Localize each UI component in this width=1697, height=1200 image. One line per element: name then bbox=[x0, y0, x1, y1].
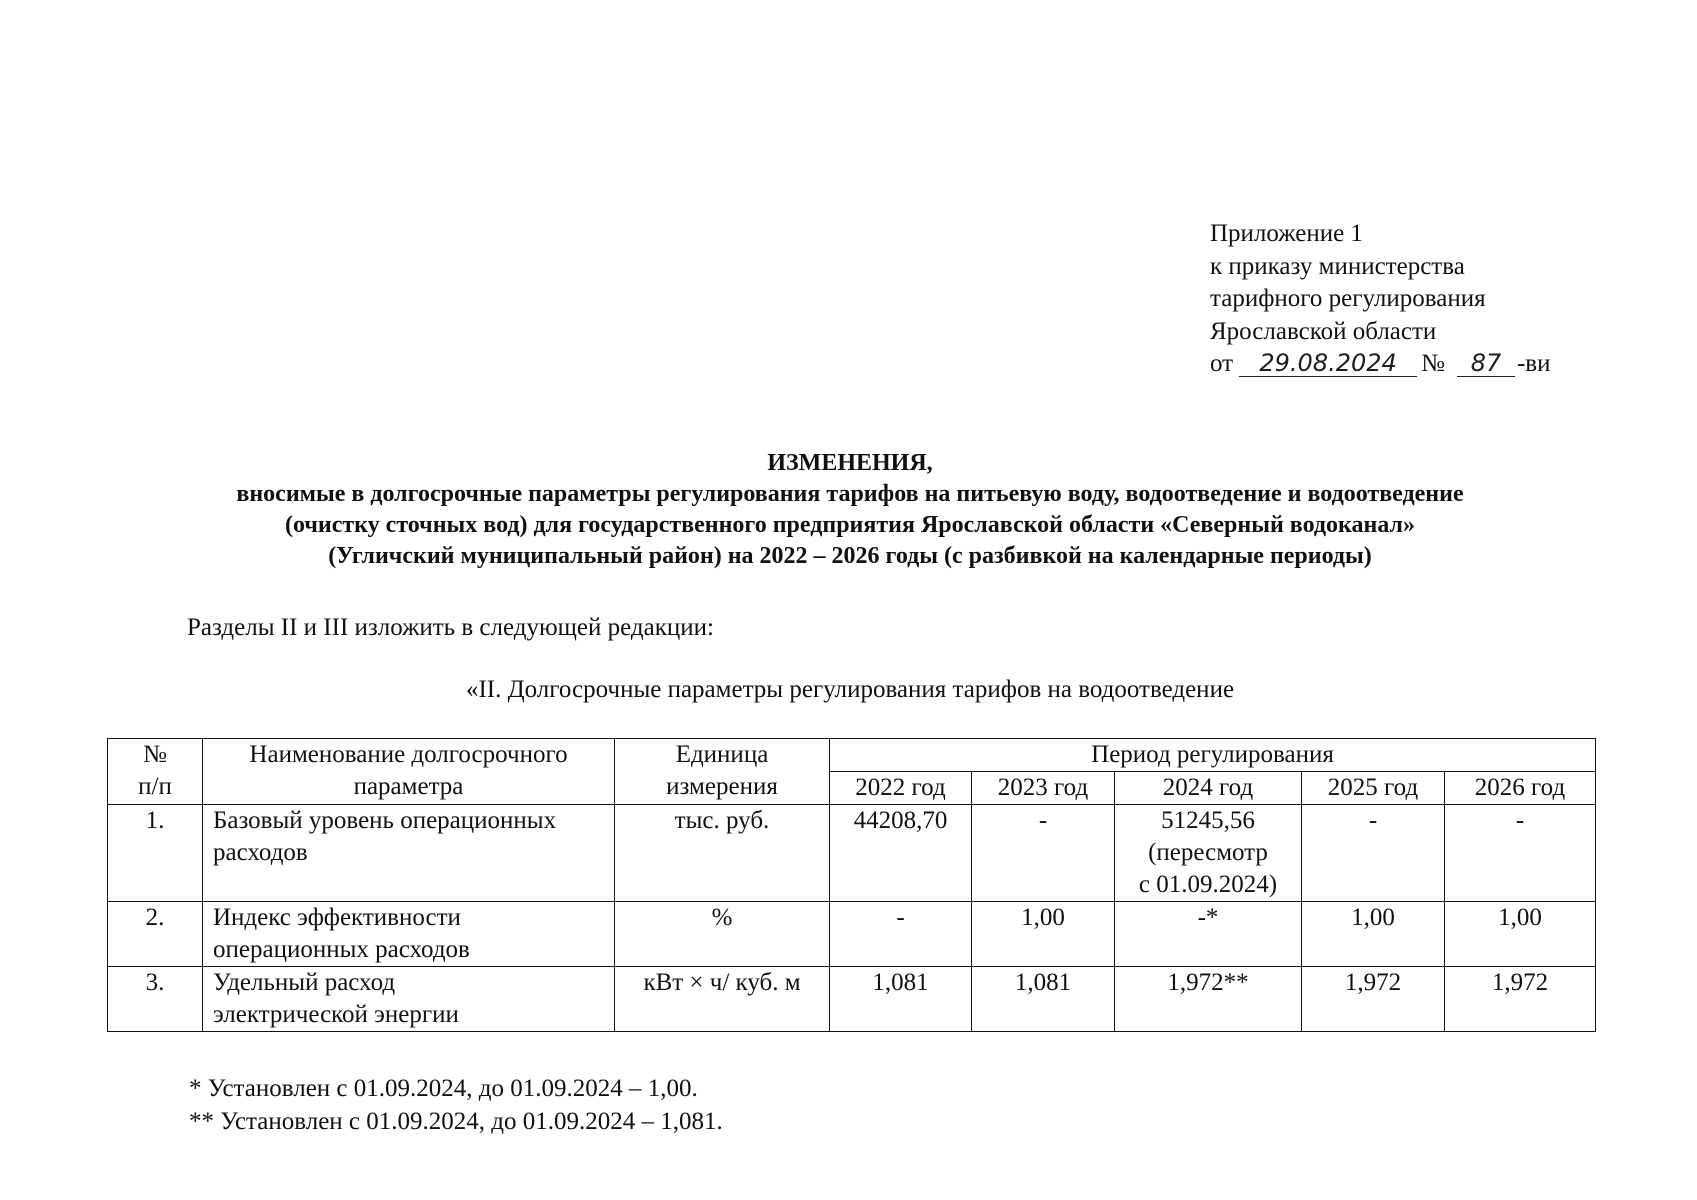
header-year: 2026 год bbox=[1445, 772, 1596, 805]
table-row bbox=[108, 902, 1596, 967]
row-value: - bbox=[1445, 805, 1596, 902]
header-year: 2023 год bbox=[972, 772, 1115, 805]
table-row bbox=[108, 967, 1596, 1032]
header-num: № п/п bbox=[108, 739, 203, 805]
row-unit: кВт × ч/ куб. м bbox=[615, 967, 830, 1032]
row-unit: тыс. руб. bbox=[615, 805, 830, 902]
appendix-block bbox=[1210, 218, 1550, 381]
appendix-line-4: Ярославской области bbox=[1210, 317, 1437, 345]
row-value: 1,00 bbox=[1445, 902, 1596, 967]
table-row bbox=[108, 805, 1596, 902]
title-line-4: (Угличский муниципальный район) на 2022 – 2026 годы (с разбивкой на календарные периоды) bbox=[328, 543, 1372, 569]
row-value: - bbox=[1302, 805, 1445, 902]
row-name: Удельный расход электрической энергии bbox=[203, 967, 615, 1032]
row-value: - bbox=[972, 805, 1115, 902]
title-line-2: вносимые в долгосрочные параметры регулирования тарифов на питьевую воду, водоотведение и водоотведение bbox=[236, 481, 1464, 507]
row-value: 1,081 bbox=[830, 967, 972, 1032]
from-label: от bbox=[1210, 350, 1234, 377]
row-num: 1. bbox=[108, 805, 203, 902]
row-num: 3. bbox=[108, 967, 203, 1032]
parameters-table bbox=[107, 738, 1596, 1032]
appendix-line-2: к приказу министерства bbox=[1210, 252, 1465, 280]
document-title bbox=[100, 448, 1600, 572]
handwritten-number: 87 bbox=[1457, 350, 1515, 377]
intro-text: Разделы II и III изложить в следующей редакции: bbox=[187, 614, 714, 641]
appendix-date-line bbox=[1210, 348, 1550, 381]
row-value: 1,972 bbox=[1302, 967, 1445, 1032]
row-value: 1,972** bbox=[1115, 967, 1302, 1032]
title-heading: ИЗМЕНЕНИЯ, bbox=[767, 450, 933, 476]
row-value: -* bbox=[1115, 902, 1302, 967]
header-name: Наименование долгосрочного параметра bbox=[203, 739, 615, 805]
row-value: 44208,70 bbox=[830, 805, 972, 902]
footnote-2: ** Установлен с 01.09.2024, до 01.09.2024 – 1,081. bbox=[189, 1108, 723, 1135]
table-header-row bbox=[108, 739, 1596, 772]
appendix-line-3: тарифного регулирования bbox=[1210, 285, 1486, 312]
header-period: Период регулирования bbox=[830, 739, 1596, 772]
header-unit: Единица измерения bbox=[615, 739, 830, 805]
row-value: 1,972 bbox=[1445, 967, 1596, 1032]
appendix-line-1: Приложение 1 bbox=[1210, 220, 1363, 247]
row-unit: % bbox=[615, 902, 830, 967]
header-year: 2024 год bbox=[1115, 772, 1302, 805]
row-value: - bbox=[830, 902, 972, 967]
row-value: 51245,56 (пересмотр с 01.09.2024) bbox=[1115, 805, 1302, 902]
row-value: 1,00 bbox=[972, 902, 1115, 967]
header-year: 2022 год bbox=[830, 772, 972, 805]
handwritten-date: 29.08.2024 bbox=[1239, 350, 1417, 377]
row-num: 2. bbox=[108, 902, 203, 967]
number-suffix: -ви bbox=[1516, 350, 1551, 377]
footnote-1: * Установлен с 01.09.2024, до 01.09.2024 – 1,00. bbox=[189, 1075, 698, 1102]
row-value: 1,081 bbox=[972, 967, 1115, 1032]
footnotes bbox=[189, 1072, 723, 1138]
row-value: 1,00 bbox=[1302, 902, 1445, 967]
header-year: 2025 год bbox=[1302, 772, 1445, 805]
number-sign: № bbox=[1421, 350, 1445, 377]
section-heading: «II. Долгосрочные параметры регулирования тарифов на водоотведение bbox=[465, 676, 1235, 703]
row-name: Индекс эффективности операционных расходов bbox=[203, 902, 615, 967]
title-line-3: (очистку сточных вод) для государственного предприятия Ярославской области «Северный водоканал» bbox=[285, 512, 1415, 538]
row-name: Базовый уровень операционных расходов bbox=[203, 805, 615, 902]
